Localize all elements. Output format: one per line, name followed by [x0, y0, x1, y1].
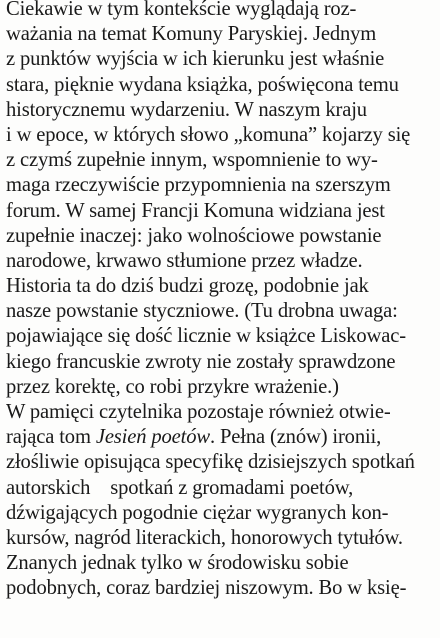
text-line: dźwigających pogodnie ciężar wygranych kon- [6, 501, 389, 524]
text-line: z czymś zupełnie innym, wspomnienie to wy- [6, 149, 378, 172]
text-line: kursów, nagród literackich, honorowych tytułów. [6, 526, 403, 549]
text-line: przez korektę, co robi przykre wrażenie.) [6, 375, 339, 398]
text-line: maga rzeczywiście przypomnienia na szerszym [6, 174, 391, 197]
text-line: nasze powstanie styczniowe. (Tu drobna uwaga: [6, 300, 398, 323]
text-line: historycznemu wydarzeniu. W naszym kraju [6, 98, 367, 121]
text-line: Historia ta do dziś budzi grozę, podobnie jak [6, 275, 369, 298]
text-line: W pamięci czytelnika pozostaje również otwie- [6, 401, 391, 423]
text-line: i w epoce, w których słowo „komuna” kojarzy się [6, 123, 411, 146]
text-line: stara, pięknie wydana książka, poświęcona temu [6, 73, 399, 96]
text-line: złośliwie opisująca specyfikę dzisiejszych spotkań [6, 451, 415, 474]
text-line: Znanych jednak tylko w środowisku sobie [6, 552, 349, 575]
text-line: autorskich spotkań z gromadami poetów, [6, 476, 354, 499]
text-line: ważania na temat Komuny Paryskiej. Jednym [6, 23, 377, 46]
text-line: Ciekawie w tym kontekście wyglądają roz- [6, 0, 357, 20]
text-line: z punktów wyjścia w ich kierunku jest właśnie [6, 48, 385, 71]
body-text [6, 0, 436, 602]
book-title: Jesień poetów [95, 426, 210, 449]
text-line: kiego francuskie zwroty nie zostały sprawdzone [6, 350, 396, 373]
text-fragment: rająca tom [6, 426, 96, 449]
text-line: podobnych, coraz bardziej niszowym. Bo w księ- [6, 577, 407, 600]
text-line: forum. W samej Francji Komuna widziana jest [6, 199, 385, 222]
text-line: zupełnie inaczej: jako wolnościowe powstanie [6, 224, 382, 247]
text-fragment: . Pełna (znów) ironii, [209, 426, 382, 449]
text-line: narodowe, krwawo stłumione przez władze. [6, 249, 363, 272]
text-line: pojawiające się dość licznie w książce Liskowac- [6, 325, 406, 348]
text-line-with-title [6, 425, 436, 450]
